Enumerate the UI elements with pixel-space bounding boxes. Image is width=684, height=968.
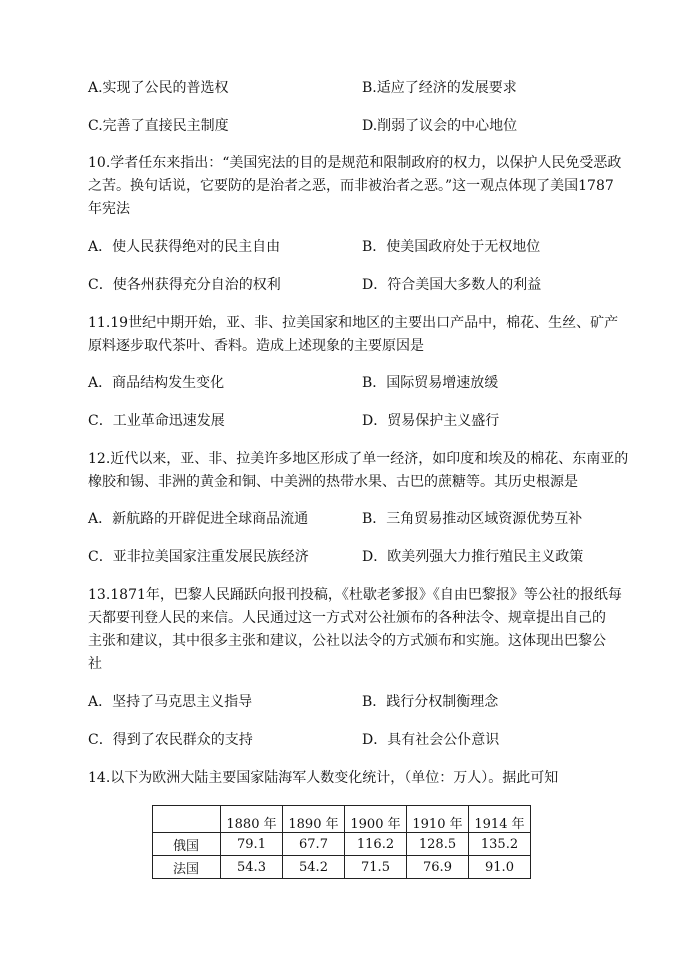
q12-option-c[interactable]: C．亚非拉美国家注重发展民族经济 — [88, 549, 309, 565]
value-cell: 91.0 — [469, 856, 531, 879]
q11-option-c[interactable]: C．工业革命迅速发展 — [88, 413, 225, 429]
q9-option-a[interactable]: A.实现了公民的普选权 — [88, 80, 229, 96]
table-corner-cell — [153, 806, 221, 833]
q10-stem-line-1: 10.学者任东来指出：“美国宪法的目的是规范和限制政府的权力，以保护人民免受恶政 — [88, 155, 622, 171]
q10-option-c[interactable]: C．使各州获得充分自治的权利 — [88, 277, 281, 293]
q11-stem-line-2: 原料逐步取代茶叶、香料。造成上述现象的主要原因是 — [88, 338, 424, 354]
value-cell: 71.5 — [345, 856, 407, 879]
q9-option-b[interactable]: B.适应了经济的发展要求 — [362, 80, 517, 96]
q13-option-b[interactable]: B．践行分权制衡理念 — [362, 694, 499, 710]
q13-stem-line-3: 主张和建议，其中很多主张和建议，公社以法令的方式颁布和实施。这体现出巴黎公 — [88, 633, 606, 649]
q12-option-b[interactable]: B．三角贸易推动区域资源优势互补 — [362, 511, 583, 527]
q13-option-a[interactable]: A．坚持了马克思主义指导 — [88, 694, 253, 710]
value-cell: 128.5 — [407, 833, 469, 856]
q9-option-d[interactable]: D.削弱了议会的中心地位 — [362, 118, 518, 134]
q12-option-d[interactable]: D．欧美列强大力推行殖民主义政策 — [362, 549, 584, 565]
q13-stem-line-1: 13.1871年，巴黎人民踊跃向报刊投稿，《杜歇老爹报》《自由巴黎报》等公社的报纸每 — [88, 587, 622, 603]
q13-option-c[interactable]: C．得到了农民群众的支持 — [88, 732, 253, 748]
q11-option-d[interactable]: D．贸易保护主义盛行 — [362, 413, 500, 429]
q10-stem-line-3: 年宪法 — [88, 201, 130, 217]
table-row — [153, 856, 531, 879]
q10-option-d[interactable]: D．符合美国大多数人的利益 — [362, 277, 542, 293]
country-cell: 法国 — [153, 856, 221, 879]
year-header: 1910 年 — [407, 806, 469, 833]
q13-option-d[interactable]: D．具有社会公仆意识 — [362, 732, 500, 748]
q11-option-a[interactable]: A．商品结构发生变化 — [88, 375, 225, 391]
q13-stem-line-2: 天都要刊登人民的来信。人民通过这一方式对公社颁布的各种法令、规章提出自己的 — [88, 610, 606, 626]
q10-stem-line-2: 之苦。换句话说，它要防的是治者之恶，而非被治者之恶。”这一观点体现了美国1787 — [88, 178, 614, 194]
year-header: 1914 年 — [469, 806, 531, 833]
q10-option-a[interactable]: A．使人民获得绝对的民主自由 — [88, 239, 281, 255]
q14-stem: 14.以下为欧洲大陆主要国家陆海军人数变化统计，（单位：万人）。据此可知 — [88, 770, 559, 786]
value-cell: 67.7 — [283, 833, 345, 856]
value-cell: 54.2 — [283, 856, 345, 879]
army-navy-stats-table — [152, 805, 531, 879]
country-cell: 俄国 — [153, 833, 221, 856]
year-header: 1900 年 — [345, 806, 407, 833]
value-cell: 116.2 — [345, 833, 407, 856]
year-header: 1880 年 — [221, 806, 283, 833]
value-cell: 79.1 — [221, 833, 283, 856]
q12-stem-line-1: 12.近代以来，亚、非、拉美许多地区形成了单一经济，如印度和埃及的棉花、东南亚的 — [88, 451, 629, 467]
q13-stem-line-4: 社 — [88, 656, 102, 672]
q10-option-b[interactable]: B．使美国政府处于无权地位 — [362, 239, 541, 255]
q12-stem-line-2: 橡胶和锡、非洲的黄金和铜、中美洲的热带水果、古巴的蔗糖等。其历史根源是 — [88, 474, 578, 490]
q11-stem-line-1: 11.19世纪中期开始，亚、非、拉美国家和地区的主要出口产品中，棉花、生丝、矿产 — [88, 315, 619, 331]
q12-option-a[interactable]: A．新航路的开辟促进全球商品流通 — [88, 511, 309, 527]
table-header-row — [153, 806, 531, 833]
table-row — [153, 833, 531, 856]
value-cell: 54.3 — [221, 856, 283, 879]
q11-option-b[interactable]: B．国际贸易增速放缓 — [362, 375, 499, 391]
value-cell: 135.2 — [469, 833, 531, 856]
value-cell: 76.9 — [407, 856, 469, 879]
q9-option-c[interactable]: C.完善了直接民主制度 — [88, 118, 229, 134]
year-header: 1890 年 — [283, 806, 345, 833]
